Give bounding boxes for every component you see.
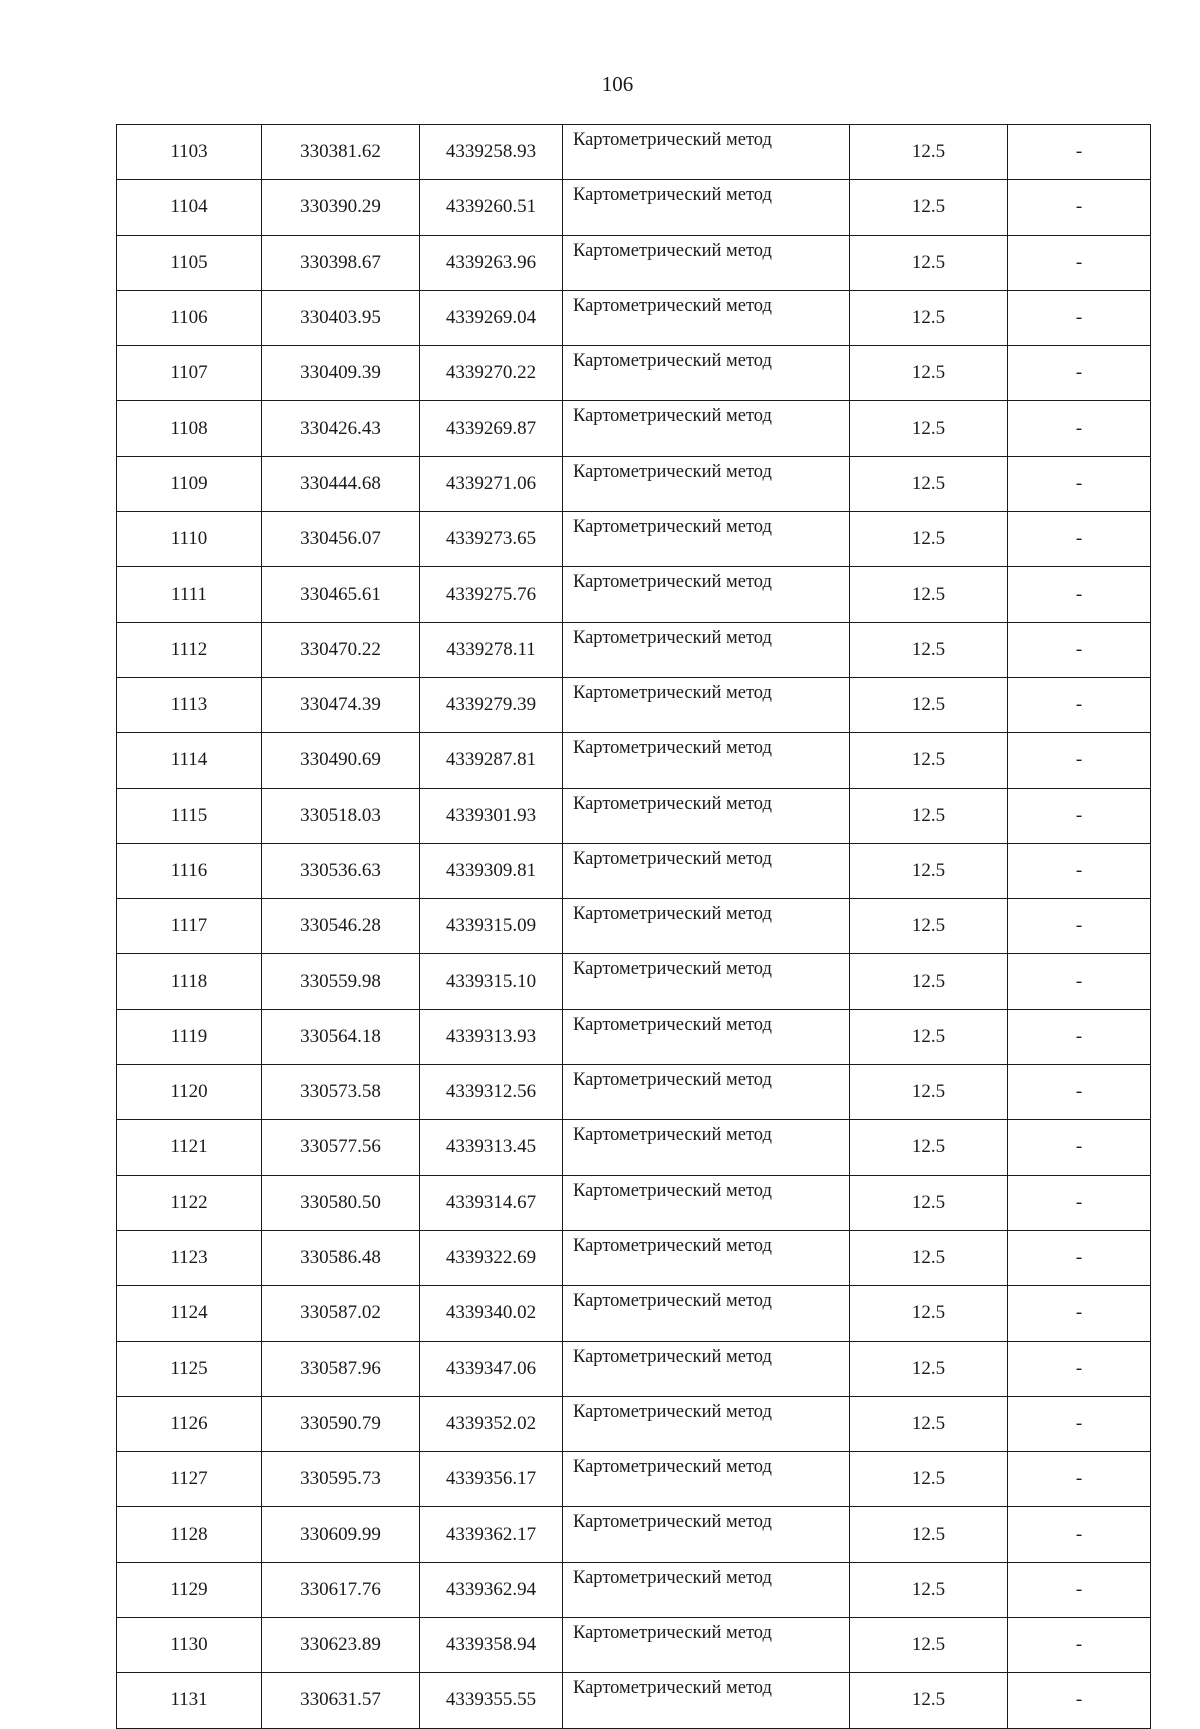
x-coordinate-cell: 330617.76 [262,1562,420,1617]
method-cell: Картометрический метод [563,235,850,290]
note-cell: - [1008,180,1151,235]
note-cell: - [1008,677,1151,732]
point-number-cell: 1109 [117,456,262,511]
y-coordinate-cell: 4339315.10 [420,954,563,1009]
y-coordinate-cell: 4339269.87 [420,401,563,456]
method-cell: Картометрический метод [563,1396,850,1451]
method-cell: Картометрический метод [563,1230,850,1285]
table-row [117,1341,1151,1396]
point-number-cell: 1105 [117,235,262,290]
accuracy-cell: 12.5 [850,622,1008,677]
y-coordinate-cell: 4339263.96 [420,235,563,290]
method-cell: Картометрический метод [563,1009,850,1064]
method-cell: Картометрический метод [563,1120,850,1175]
x-coordinate-cell: 330490.69 [262,733,420,788]
x-coordinate-cell: 330609.99 [262,1507,420,1562]
table-row [117,1673,1151,1728]
table-row [117,1230,1151,1285]
y-coordinate-cell: 4339278.11 [420,622,563,677]
x-coordinate-cell: 330426.43 [262,401,420,456]
method-cell: Картометрический метод [563,1286,850,1341]
x-coordinate-cell: 330587.96 [262,1341,420,1396]
method-cell: Картометрический метод [563,290,850,345]
point-number-cell: 1128 [117,1507,262,1562]
accuracy-cell: 12.5 [850,401,1008,456]
method-cell: Картометрический метод [563,401,850,456]
note-cell: - [1008,1673,1151,1728]
y-coordinate-cell: 4339362.94 [420,1562,563,1617]
page-number: 106 [601,72,634,96]
x-coordinate-cell: 330595.73 [262,1452,420,1507]
y-coordinate-cell: 4339314.67 [420,1175,563,1230]
accuracy-cell: 12.5 [850,1175,1008,1230]
y-coordinate-cell: 4339347.06 [420,1341,563,1396]
method-cell: Картометрический метод [563,1065,850,1120]
method-cell: Картометрический метод [563,456,850,511]
y-coordinate-cell: 4339287.81 [420,733,563,788]
y-coordinate-cell: 4339258.93 [420,125,563,180]
table-row [117,1065,1151,1120]
accuracy-cell: 12.5 [850,567,1008,622]
table-row [117,1562,1151,1617]
x-coordinate-cell: 330580.50 [262,1175,420,1230]
accuracy-cell: 12.5 [850,1009,1008,1064]
x-coordinate-cell: 330474.39 [262,677,420,732]
accuracy-cell: 12.5 [850,1396,1008,1451]
method-cell: Картометрический метод [563,1562,850,1617]
method-cell: Картометрический метод [563,1175,850,1230]
accuracy-cell: 12.5 [850,1341,1008,1396]
x-coordinate-cell: 330546.28 [262,899,420,954]
method-cell: Картометрический метод [563,677,850,732]
table-row [117,1452,1151,1507]
method-cell: Картометрический метод [563,346,850,401]
x-coordinate-cell: 330536.63 [262,843,420,898]
table-row [117,456,1151,511]
accuracy-cell: 12.5 [850,456,1008,511]
method-cell: Картометрический метод [563,180,850,235]
y-coordinate-cell: 4339355.55 [420,1673,563,1728]
y-coordinate-cell: 4339309.81 [420,843,563,898]
x-coordinate-cell: 330586.48 [262,1230,420,1285]
point-number-cell: 1122 [117,1175,262,1230]
note-cell: - [1008,1286,1151,1341]
point-number-cell: 1103 [117,125,262,180]
y-coordinate-cell: 4339260.51 [420,180,563,235]
note-cell: - [1008,788,1151,843]
table-row [117,843,1151,898]
note-cell: - [1008,1065,1151,1120]
method-cell: Картометрический метод [563,954,850,1009]
accuracy-cell: 12.5 [850,899,1008,954]
x-coordinate-cell: 330381.62 [262,125,420,180]
method-cell: Картометрический метод [563,1507,850,1562]
x-coordinate-cell: 330456.07 [262,512,420,567]
y-coordinate-cell: 4339301.93 [420,788,563,843]
x-coordinate-cell: 330409.39 [262,346,420,401]
x-coordinate-cell: 330444.68 [262,456,420,511]
note-cell: - [1008,401,1151,456]
method-cell: Картометрический метод [563,512,850,567]
table-row [117,733,1151,788]
accuracy-cell: 12.5 [850,954,1008,1009]
x-coordinate-cell: 330573.58 [262,1065,420,1120]
y-coordinate-cell: 4339313.93 [420,1009,563,1064]
y-coordinate-cell: 4339275.76 [420,567,563,622]
y-coordinate-cell: 4339358.94 [420,1618,563,1673]
y-coordinate-cell: 4339340.02 [420,1286,563,1341]
note-cell: - [1008,1396,1151,1451]
table-row [117,954,1151,1009]
point-number-cell: 1121 [117,1120,262,1175]
note-cell: - [1008,346,1151,401]
point-number-cell: 1106 [117,290,262,345]
accuracy-cell: 12.5 [850,346,1008,401]
method-cell: Картометрический метод [563,899,850,954]
point-number-cell: 1118 [117,954,262,1009]
point-number-cell: 1130 [117,1618,262,1673]
y-coordinate-cell: 4339352.02 [420,1396,563,1451]
method-cell: Картометрический метод [563,125,850,180]
y-coordinate-cell: 4339312.56 [420,1065,563,1120]
table-row [117,346,1151,401]
method-cell: Картометрический метод [563,1673,850,1728]
y-coordinate-cell: 4339356.17 [420,1452,563,1507]
method-cell: Картометрический метод [563,567,850,622]
table-row [117,899,1151,954]
x-coordinate-cell: 330518.03 [262,788,420,843]
table-row [117,1507,1151,1562]
method-cell: Картометрический метод [563,622,850,677]
accuracy-cell: 12.5 [850,125,1008,180]
method-cell: Картометрический метод [563,1452,850,1507]
point-number-cell: 1110 [117,512,262,567]
table-row [117,677,1151,732]
accuracy-cell: 12.5 [850,1507,1008,1562]
accuracy-cell: 12.5 [850,1562,1008,1617]
point-number-cell: 1127 [117,1452,262,1507]
note-cell: - [1008,1175,1151,1230]
x-coordinate-cell: 330587.02 [262,1286,420,1341]
x-coordinate-cell: 330577.56 [262,1120,420,1175]
y-coordinate-cell: 4339279.39 [420,677,563,732]
note-cell: - [1008,954,1151,1009]
x-coordinate-cell: 330590.79 [262,1396,420,1451]
y-coordinate-cell: 4339273.65 [420,512,563,567]
accuracy-cell: 12.5 [850,1618,1008,1673]
y-coordinate-cell: 4339269.04 [420,290,563,345]
point-number-cell: 1108 [117,401,262,456]
table-row [117,622,1151,677]
accuracy-cell: 12.5 [850,1065,1008,1120]
note-cell: - [1008,125,1151,180]
method-cell: Картометрический метод [563,1618,850,1673]
table-row [117,788,1151,843]
x-coordinate-cell: 330398.67 [262,235,420,290]
y-coordinate-cell: 4339322.69 [420,1230,563,1285]
y-coordinate-cell: 4339315.09 [420,899,563,954]
accuracy-cell: 12.5 [850,1230,1008,1285]
point-number-cell: 1116 [117,843,262,898]
accuracy-cell: 12.5 [850,1286,1008,1341]
note-cell: - [1008,235,1151,290]
point-number-cell: 1124 [117,1286,262,1341]
point-number-cell: 1113 [117,677,262,732]
method-cell: Картометрический метод [563,733,850,788]
y-coordinate-cell: 4339362.17 [420,1507,563,1562]
y-coordinate-cell: 4339271.06 [420,456,563,511]
point-number-cell: 1115 [117,788,262,843]
note-cell: - [1008,1009,1151,1064]
x-coordinate-cell: 330559.98 [262,954,420,1009]
accuracy-cell: 12.5 [850,788,1008,843]
point-number-cell: 1123 [117,1230,262,1285]
point-number-cell: 1111 [117,567,262,622]
accuracy-cell: 12.5 [850,1452,1008,1507]
table-row [117,1120,1151,1175]
table-row [117,512,1151,567]
accuracy-cell: 12.5 [850,1120,1008,1175]
point-number-cell: 1129 [117,1562,262,1617]
point-number-cell: 1104 [117,180,262,235]
note-cell: - [1008,1341,1151,1396]
accuracy-cell: 12.5 [850,235,1008,290]
accuracy-cell: 12.5 [850,1673,1008,1728]
y-coordinate-cell: 4339313.45 [420,1120,563,1175]
note-cell: - [1008,843,1151,898]
note-cell: - [1008,290,1151,345]
note-cell: - [1008,1120,1151,1175]
note-cell: - [1008,733,1151,788]
accuracy-cell: 12.5 [850,677,1008,732]
method-cell: Картометрический метод [563,843,850,898]
method-cell: Картометрический метод [563,1341,850,1396]
note-cell: - [1008,1507,1151,1562]
point-number-cell: 1125 [117,1341,262,1396]
accuracy-cell: 12.5 [850,512,1008,567]
point-number-cell: 1112 [117,622,262,677]
method-cell: Картометрический метод [563,788,850,843]
table-row [117,1396,1151,1451]
table-row [117,1175,1151,1230]
table-row [117,290,1151,345]
note-cell: - [1008,567,1151,622]
point-number-cell: 1117 [117,899,262,954]
x-coordinate-cell: 330465.61 [262,567,420,622]
x-coordinate-cell: 330403.95 [262,290,420,345]
point-number-cell: 1107 [117,346,262,401]
accuracy-cell: 12.5 [850,180,1008,235]
y-coordinate-cell: 4339270.22 [420,346,563,401]
accuracy-cell: 12.5 [850,290,1008,345]
table-row [117,235,1151,290]
table-row [117,125,1151,180]
x-coordinate-cell: 330623.89 [262,1618,420,1673]
x-coordinate-cell: 330470.22 [262,622,420,677]
point-number-cell: 1114 [117,733,262,788]
table-row [117,1286,1151,1341]
table-row [117,401,1151,456]
point-number-cell: 1131 [117,1673,262,1728]
table-row [117,1009,1151,1064]
x-coordinate-cell: 330631.57 [262,1673,420,1728]
accuracy-cell: 12.5 [850,843,1008,898]
x-coordinate-cell: 330390.29 [262,180,420,235]
point-number-cell: 1126 [117,1396,262,1451]
table-row [117,1618,1151,1673]
note-cell: - [1008,512,1151,567]
x-coordinate-cell: 330564.18 [262,1009,420,1064]
table-body [117,125,1151,1729]
note-cell: - [1008,899,1151,954]
note-cell: - [1008,1618,1151,1673]
note-cell: - [1008,622,1151,677]
point-number-cell: 1120 [117,1065,262,1120]
coordinates-table [116,124,1151,1729]
accuracy-cell: 12.5 [850,733,1008,788]
table-row [117,567,1151,622]
point-number-cell: 1119 [117,1009,262,1064]
note-cell: - [1008,456,1151,511]
note-cell: - [1008,1562,1151,1617]
note-cell: - [1008,1452,1151,1507]
table-row [117,180,1151,235]
note-cell: - [1008,1230,1151,1285]
